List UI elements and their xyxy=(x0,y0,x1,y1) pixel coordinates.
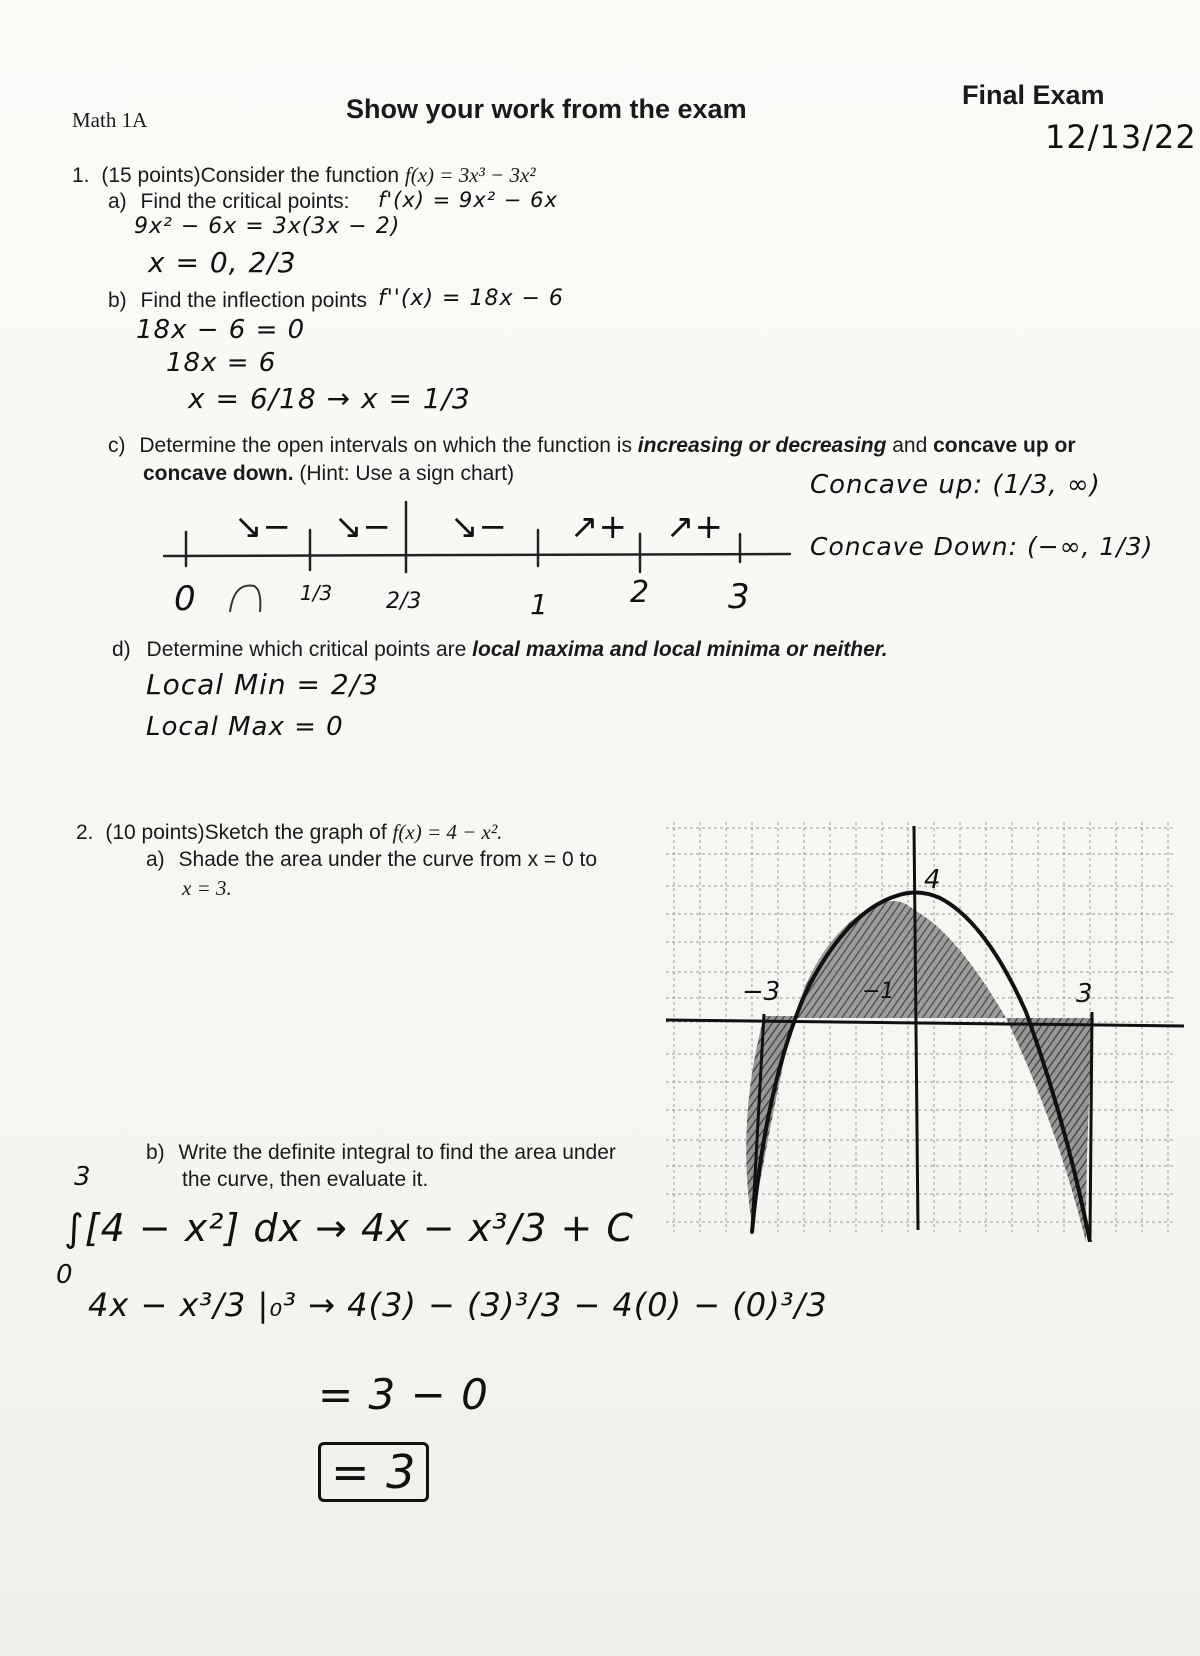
q1b-prompt: b) Find the inflection points xyxy=(108,289,367,312)
q2b-work-1: ∫[4 − x²] dx → 4x − x³/3 + C xyxy=(64,1206,634,1250)
q1a-critical-points: x = 0, 2/3 xyxy=(148,246,297,279)
q2a-prompt-line2: x = 3. xyxy=(182,876,232,900)
q1b-work-3: x = 6/18 → x = 1/3 xyxy=(188,382,471,415)
graph-x-axis xyxy=(666,1020,1184,1026)
q2b-prompt-line2: the curve, then evaluate it. xyxy=(182,1168,429,1191)
graph-label-4: 4 xyxy=(924,865,941,895)
q1a-label: a) xyxy=(108,190,127,213)
q1b-second-derivative: f''(x) = 18x − 6 xyxy=(378,286,564,311)
sign-tick-0: 0 xyxy=(174,579,196,619)
sign-mark-3: ↘− xyxy=(450,507,507,547)
sign-tick-4: 2 xyxy=(630,575,650,610)
q2b-work-3: = 3 − 0 xyxy=(318,1370,489,1419)
exam-name: Final Exam xyxy=(962,80,1105,110)
q1c-concave-up: Concave up: (1/3, ∞) xyxy=(810,470,1101,500)
sign-tick-5: 3 xyxy=(728,577,750,617)
q2b-work-2: 4x − x³/3 |₀³ → 4(3) − (3)³/3 − 4(0) − (0)³/3 xyxy=(88,1286,828,1324)
integral-upper-limit: 3 xyxy=(74,1162,92,1192)
sign-mark-1: ↘− xyxy=(234,507,291,547)
graph-y-axis xyxy=(914,826,918,1230)
q1b-work-1: 18x − 6 = 0 xyxy=(136,315,306,345)
sign-mark-5: ↗+ xyxy=(666,507,723,547)
q1a-derivative-work: f'(x) = 9x² − 6x xyxy=(378,188,558,212)
q2-prompt: 2. (10 points)Sketch the graph of f(x) = 4 − x². xyxy=(76,820,503,844)
q2-points: (10 points) xyxy=(105,821,205,844)
q1c-concave-down: Concave Down: (−∞, 1/3) xyxy=(810,532,1154,561)
q1-function: f(x) = 3x³ − 3x² xyxy=(404,163,536,187)
q1d-prompt: d) Determine which critical points are local maxima and local minima or neither. xyxy=(112,638,888,661)
q2-function: f(x) = 4 − x². xyxy=(392,820,503,844)
sign-mark-4: ↗+ xyxy=(570,507,627,547)
handwritten-date: 12/13/22 xyxy=(1045,118,1197,156)
q1a-factor-work: 9x² − 6x = 3x(3x − 2) xyxy=(134,214,401,239)
q1b-work-2: 18x = 6 xyxy=(166,348,277,378)
q1a-prompt: a) Find the critical points: xyxy=(108,190,350,213)
course-label: Math 1A xyxy=(72,108,148,132)
q1-number: 1. xyxy=(72,164,90,187)
q2b-label: b) xyxy=(146,1141,165,1164)
q2b-prompt: b) Write the definite integral to find the area under xyxy=(146,1141,616,1164)
q1c-prompt-line2: concave down. (Hint: Use a sign chart) xyxy=(143,462,515,485)
q2-number: 2. xyxy=(76,821,94,844)
sign-chart xyxy=(150,490,800,630)
q2a-label: a) xyxy=(146,848,165,871)
graph-label-3: 3 xyxy=(1076,979,1093,1009)
graph-label-neg3: −3 xyxy=(742,977,781,1007)
q1d-local-min: Local Min = 2/3 xyxy=(146,668,379,701)
graph-label-neg1: −1 xyxy=(862,979,895,1004)
q1d-local-max: Local Max = 0 xyxy=(146,712,344,742)
final-answer-box: = 3 xyxy=(318,1442,429,1502)
integral-lower-limit: 0 xyxy=(56,1260,74,1290)
q1-prompt: 1. (15 points)Consider the function f(x) = 3x³ − 3x² xyxy=(72,163,536,187)
sign-tick-3: 1 xyxy=(530,588,548,621)
shaded-area-right xyxy=(1006,1018,1094,1242)
q1c-prompt: c) Determine the open intervals on which the function is increasing or decreasing and concave up or xyxy=(108,434,1076,457)
q2a-prompt: a) Shade the area under the curve from x = 0 to xyxy=(146,848,598,871)
sign-tick-2: 2/3 xyxy=(386,589,422,614)
q1b-label: b) xyxy=(108,289,127,312)
q1d-label: d) xyxy=(112,638,131,661)
sign-chart-marks xyxy=(234,507,723,547)
q1-points: (15 points) xyxy=(101,164,201,187)
parabola-graph xyxy=(656,822,1186,1242)
page-title: Show your work from the exam xyxy=(346,94,747,124)
sign-mark-2: ↘− xyxy=(334,507,391,547)
q1c-label: c) xyxy=(108,434,126,457)
graph-grid xyxy=(666,822,1176,1232)
sign-tick-1: 1/3 xyxy=(300,581,333,605)
